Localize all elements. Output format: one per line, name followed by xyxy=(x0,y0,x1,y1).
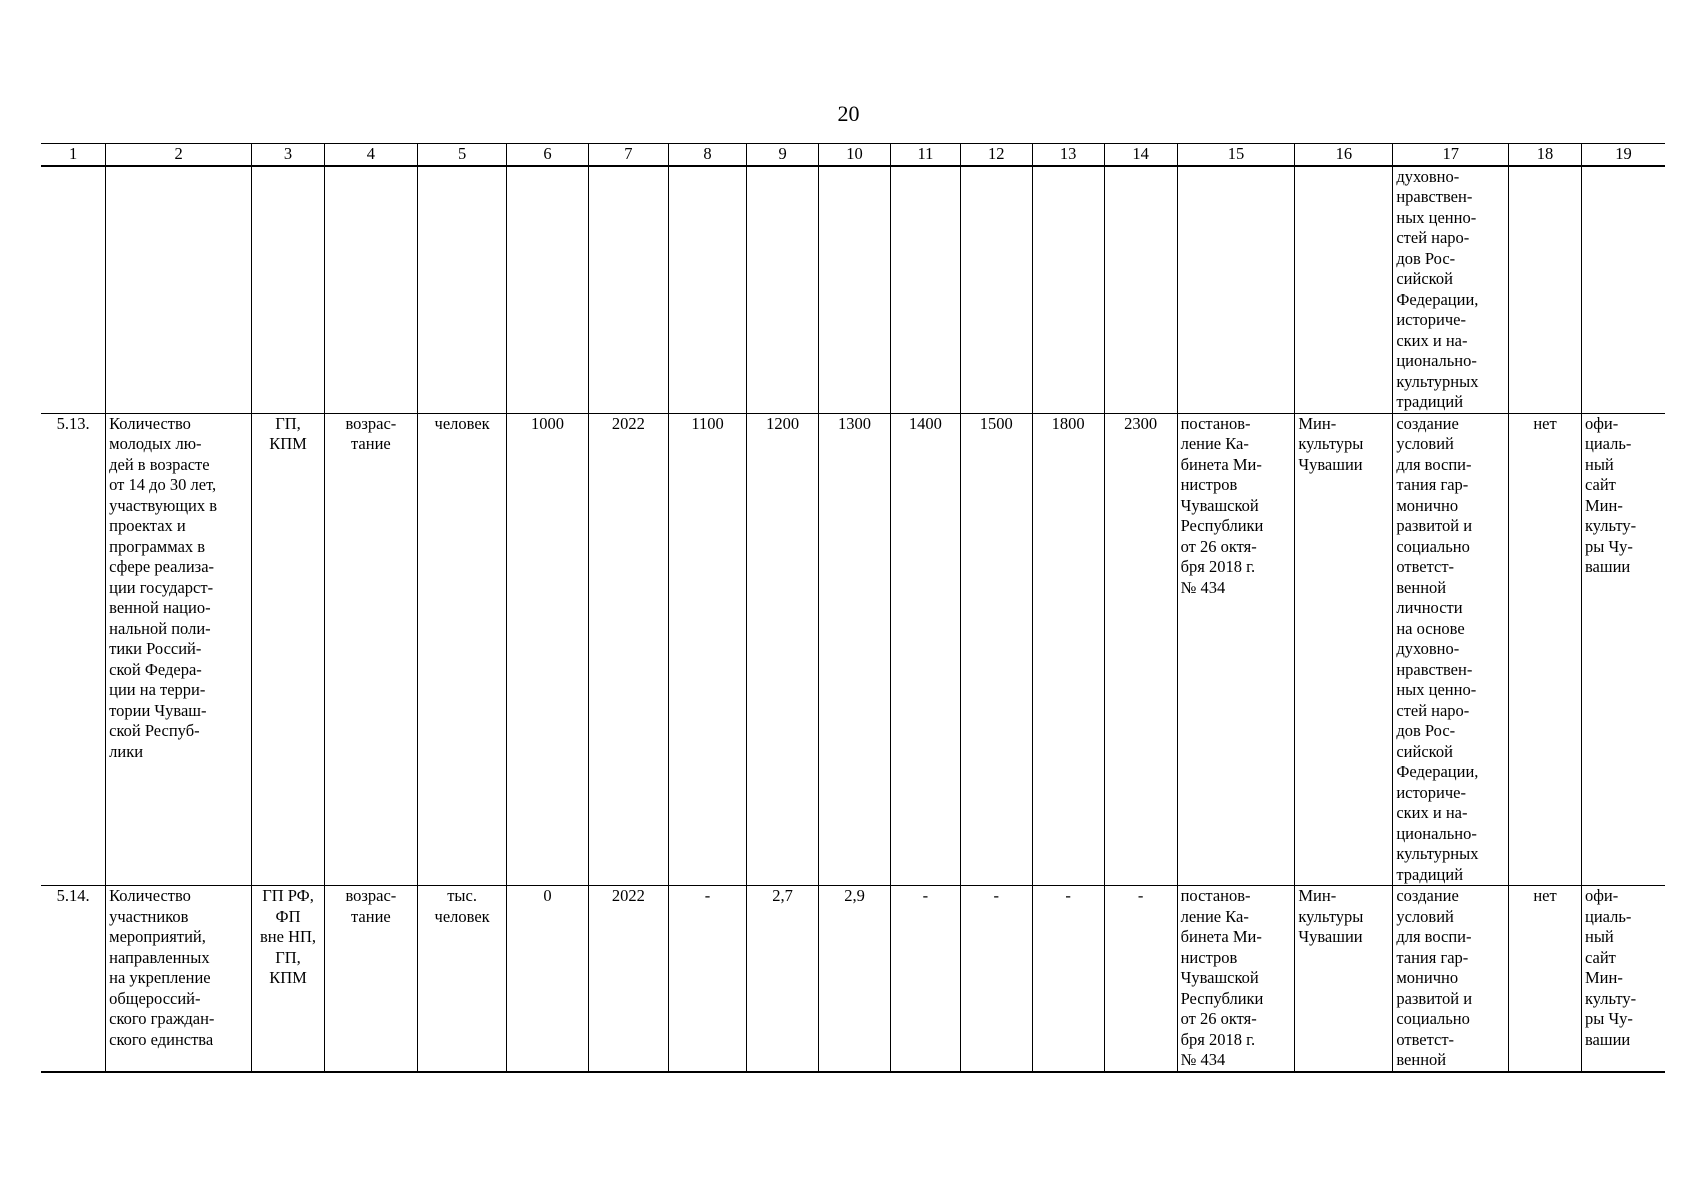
indicator-name: Количество молодых лю- дей в возрасте от 14 до 30 лет, участвующих в проектах и программах в сфере реализа- ции государст- венной нацио- нальной поли- тики Россий- ской Федера- ции на терри- тории Чуваш- ской Респуб- лики xyxy=(109,413,218,761)
column-number: 4 xyxy=(325,144,418,166)
column-number: 9 xyxy=(747,144,819,166)
column-number: 5 xyxy=(417,144,507,166)
column-number: 19 xyxy=(1581,144,1665,166)
responsible: Мин- культуры Чувашии xyxy=(1298,413,1364,474)
value: 1300 xyxy=(838,413,871,433)
page-number: 20 xyxy=(837,101,860,126)
value: 2,7 xyxy=(772,886,793,905)
value: - xyxy=(922,886,929,905)
value: - xyxy=(1137,886,1144,905)
column-number: 11 xyxy=(890,144,960,166)
value: 1200 xyxy=(766,413,800,433)
unit: тыс. человек xyxy=(434,886,490,926)
column-number: 16 xyxy=(1295,144,1393,166)
value: - xyxy=(993,886,999,905)
column-number: 14 xyxy=(1104,144,1177,166)
value: 2300 xyxy=(1124,413,1158,433)
table-row xyxy=(41,413,1665,886)
column-number: 8 xyxy=(668,144,746,166)
flag: нет xyxy=(1533,413,1557,433)
unit: человек xyxy=(434,413,490,433)
goal-text: создание условий для воспи- тания гар- монично развитой и социально ответст- венной xyxy=(1396,886,1473,1069)
trend: возрас- тание xyxy=(345,886,397,926)
value: - xyxy=(704,886,711,905)
goal-text-continued: духовно- нравствен- ных ценно- стей наро- дов Рос- сийской Федерации, историче- ских и на- ционально- культурных традиций xyxy=(1396,166,1479,411)
program-type: ГП, КПМ xyxy=(269,413,307,453)
column-number: 2 xyxy=(106,144,252,166)
goal-text: создание условий для воспи- тания гар- монично развитой и социально ответст- венной личности на основе духовно- нравствен- ных ценно- стей наро- дов Рос- сийской Федерации, историче- ских и на- ционально- культурных традиций xyxy=(1396,413,1479,884)
legal-basis: постанов- ление Ка- бинета Ми- нистров Чувашской Республики от 26 октя- бря 2018 г. № 434 xyxy=(1180,413,1264,597)
value: 1100 xyxy=(691,413,724,433)
value: 1400 xyxy=(908,413,942,433)
value: - xyxy=(1065,886,1071,905)
base-value: 0 xyxy=(543,886,552,905)
base-value: 1000 xyxy=(531,413,565,433)
source: офи- циаль- ный сайт Мин- культу- ры Чу- вашии xyxy=(1584,413,1637,576)
value: 1500 xyxy=(979,413,1013,433)
column-number: 3 xyxy=(252,144,325,166)
trend: возрас- тание xyxy=(345,413,397,453)
legal-basis: постанов- ление Ка- бинета Ми- нистров Чувашской Республики от 26 октя- бря 2018 г. № 434 xyxy=(1180,886,1264,1069)
column-number: 6 xyxy=(507,144,588,166)
indicator-name: Количество участников мероприятий, направленных на укрепление общероссий- ского граждан- ского единства xyxy=(109,886,215,1049)
base-year: 2022 xyxy=(611,413,645,433)
column-number: 1 xyxy=(41,144,106,166)
column-number: 7 xyxy=(588,144,668,166)
column-number: 15 xyxy=(1177,144,1295,166)
indicators-table xyxy=(41,143,1665,1073)
row-number: 5.14. xyxy=(56,886,90,905)
responsible: Мин- культуры Чувашии xyxy=(1298,886,1364,946)
column-number: 10 xyxy=(819,144,891,166)
value: 2,9 xyxy=(844,886,865,905)
column-number: 13 xyxy=(1032,144,1104,166)
row-number: 5.13. xyxy=(56,413,90,433)
column-number-row xyxy=(41,144,1665,166)
base-year: 2022 xyxy=(611,886,645,905)
flag: нет xyxy=(1533,886,1557,905)
table-row-continuation xyxy=(41,166,1665,414)
source: офи- циаль- ный сайт Мин- культу- ры Чу- вашии xyxy=(1584,886,1637,1049)
table-row xyxy=(41,886,1665,1072)
column-number: 18 xyxy=(1509,144,1582,166)
column-number: 17 xyxy=(1393,144,1509,166)
column-number: 12 xyxy=(960,144,1032,166)
program-type: ГП РФ, ФП вне НП, ГП, КПМ xyxy=(260,886,317,987)
value: 1800 xyxy=(1051,413,1085,433)
